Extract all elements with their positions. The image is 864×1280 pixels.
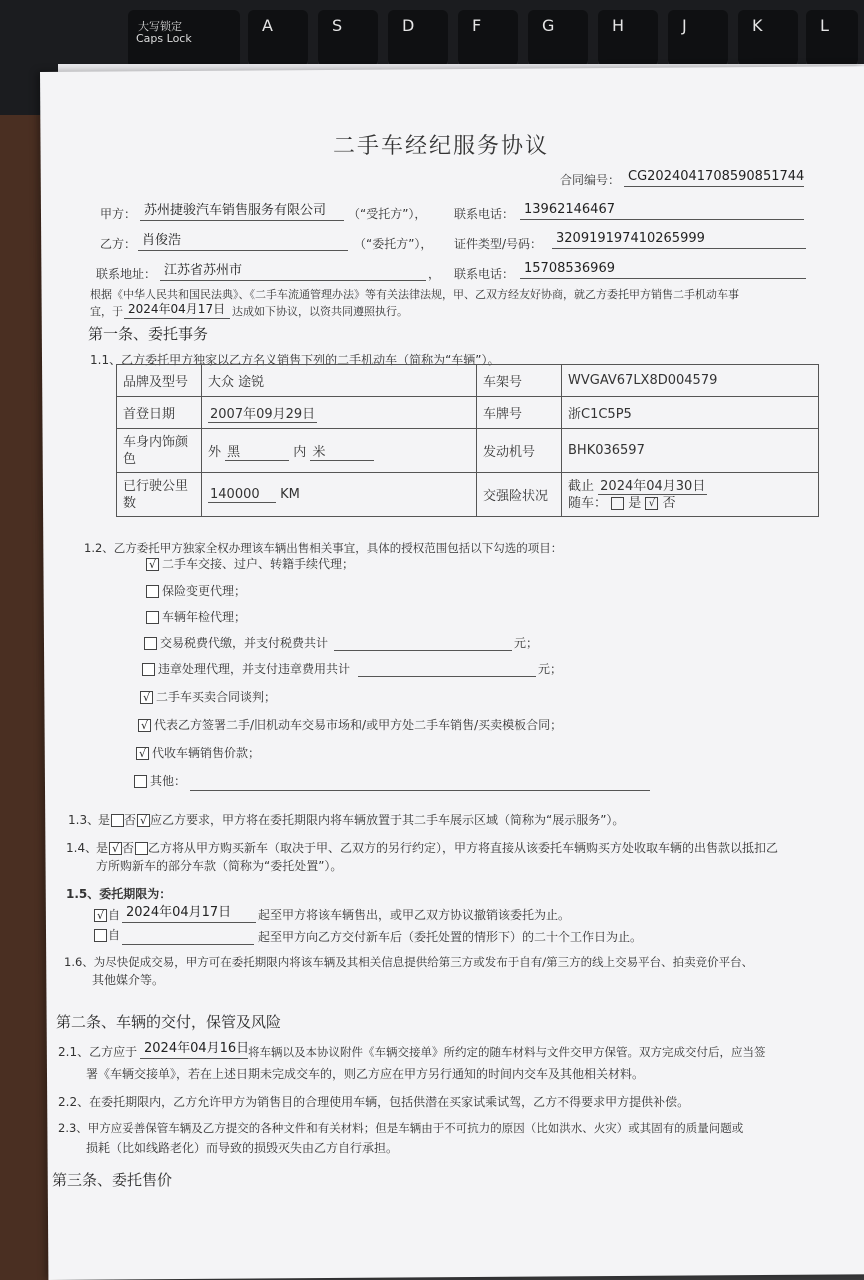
party-a-name: 苏州捷骏汽车销售服务有限公司 bbox=[140, 202, 344, 221]
party-a-phone: 13962146467 bbox=[520, 201, 804, 220]
key-g: G bbox=[528, 10, 588, 68]
option-5-blank bbox=[358, 676, 536, 677]
exterior-label: 外 bbox=[208, 444, 222, 460]
clause-1-3-no-checkbox: √ bbox=[137, 814, 150, 827]
address-label: 联系地址： bbox=[96, 267, 157, 281]
document-title: 二手车经纪服务协议 bbox=[333, 134, 550, 159]
caps-lock-label-en: Caps Lock bbox=[136, 32, 192, 45]
intro-line-1: 根据《中华人民共和国民法典》、《二手车流通管理办法》等有关法律法规，甲、乙双方经友好协商，就乙方委托甲方销售二手机动车事 bbox=[90, 288, 739, 301]
party-b-label: 乙方： bbox=[100, 237, 137, 251]
option-6-text: 二手车买卖合同谈判； bbox=[156, 690, 277, 704]
option-2-text: 保险变更代理； bbox=[162, 584, 247, 598]
key-h: H bbox=[598, 10, 658, 68]
plate-label: 车牌号 bbox=[477, 397, 562, 429]
option-8-text: 代收车辆销售价款； bbox=[152, 746, 261, 760]
key-s: S bbox=[318, 10, 378, 68]
color-label: 车身内饰颜色 bbox=[117, 429, 202, 473]
option-9-text: 其他： bbox=[150, 774, 187, 788]
article-3-title: 第三条、委托售价 bbox=[52, 1171, 173, 1189]
engine-value: BHK036597 bbox=[562, 429, 819, 473]
clause-2-1-text-2: 署《车辆交接单》，若在上述日期未完成交车的，则乙方应在甲方另行通知的时间内交车及其他相关材料。 bbox=[86, 1067, 645, 1081]
option-9-blank bbox=[190, 790, 650, 791]
clause-1-3-yes-checkbox bbox=[111, 814, 124, 827]
insurance-until-label: 截止 bbox=[568, 478, 595, 494]
party-a-label: 甲方： bbox=[100, 207, 137, 221]
party-b-address: 江苏省苏州市 bbox=[160, 262, 426, 281]
clause-2-3-line-1: 2.3、甲方应妥善保管车辆及乙方提交的各种文件和有关材料；但是车辆由于不可抗力的原因（比如洪水、火灾）或其固有的质量问题或 bbox=[58, 1121, 744, 1135]
party-b-id: 320919197410265999 bbox=[552, 230, 806, 249]
term-option-1-text: 起至甲方将该车辆售出，或甲乙双方协议撤销该委托为止。 bbox=[258, 908, 571, 922]
clause-1-4-no-label: 否 bbox=[122, 841, 135, 855]
interior-label: 内 bbox=[293, 444, 307, 460]
clause-2-2: 2.2、在委托期限内，乙方允许甲方为销售目的合理使用车辆，包括供潜在买家试乘试驾，乙方不得要求甲方提供补偿。 bbox=[58, 1095, 690, 1109]
party-a-role: （“受托方”）， bbox=[348, 207, 427, 221]
with-car-yes-label: 是 bbox=[628, 495, 642, 511]
clause-1-4-text-1: 乙方将从甲方购买新车（取决于甲、乙双方的另行约定），甲方将直接从该委托车辆购买方处收取车辆的出售款以抵扣乙 bbox=[148, 841, 779, 855]
term-option-2-checkbox bbox=[94, 929, 107, 942]
key-f: F bbox=[458, 10, 518, 68]
article-2-title: 第二条、车辆的交付，保管及风险 bbox=[56, 1013, 282, 1031]
party-b-phone: 15708536969 bbox=[520, 260, 806, 279]
term-option-1-checkbox: √ bbox=[94, 909, 107, 922]
reg-date-cell bbox=[202, 397, 477, 429]
clause-1-4-yes-checkbox: √ bbox=[109, 842, 122, 855]
mileage-label: 已行驶公里数 bbox=[117, 473, 202, 517]
color-cell bbox=[202, 429, 477, 473]
id-label: 证件类型/号码： bbox=[454, 237, 543, 251]
clause-1-3-yes-label: 是 bbox=[98, 813, 111, 827]
option-5-checkbox bbox=[142, 663, 155, 676]
clause-1-4-yes-label: 是 bbox=[96, 841, 109, 855]
clause-1-1: 1.1、乙方委托甲方独家以乙方名义销售下列的二手机动车（简称为“车辆”）。 bbox=[90, 353, 500, 367]
option-9-checkbox bbox=[134, 775, 147, 788]
clause-2-1-start: 2.1、乙方应于 bbox=[58, 1045, 138, 1059]
clause-1-3-text: 应乙方要求，甲方将在委托期限内将车辆放置于其二手车展示区域（简称为“展示服务”）。 bbox=[150, 813, 625, 827]
contract-no-label: 合同编号： bbox=[560, 173, 621, 187]
reg-date-value: 2007年09月29日 bbox=[210, 407, 316, 422]
term-option-1-from: 自 bbox=[108, 908, 121, 922]
intro-date: 2024年04月17日 bbox=[124, 300, 230, 319]
with-car-yes-checkbox bbox=[611, 497, 624, 510]
option-5-text: 违章处理代理，并支付违章费用共计 bbox=[158, 662, 351, 676]
insurance-cell bbox=[562, 473, 819, 517]
clause-1-4-number: 1.4、 bbox=[66, 841, 98, 855]
term-option-2-text: 起至甲方向乙方交付新车后（委托处置的情形下）的二十个工作日为止。 bbox=[258, 930, 643, 944]
key-a: A bbox=[248, 10, 308, 68]
option-5-suffix: 元； bbox=[538, 662, 563, 676]
article-1-title: 第一条、委托事务 bbox=[88, 325, 209, 343]
party-b-role: （“委托方”）， bbox=[354, 237, 433, 251]
term-option-2-from: 自 bbox=[108, 928, 121, 942]
clause-1-5-title: 1.5、委托期限为： bbox=[66, 887, 172, 901]
clause-1-3-no-label: 否 bbox=[124, 813, 137, 827]
plate-value: 浙C1C5P5 bbox=[562, 397, 819, 429]
vin-value: WVGAV67LX8D004579 bbox=[562, 365, 819, 397]
intro-line-2a: 宜，于 bbox=[90, 305, 123, 318]
brand-value: 大众 途锐 bbox=[202, 365, 477, 397]
clause-1-6-line-2: 其他媒介等。 bbox=[92, 973, 165, 987]
exterior-color: 黑 bbox=[225, 441, 289, 461]
mileage-unit: KM bbox=[280, 486, 300, 502]
clause-1-4-no-checkbox bbox=[135, 842, 148, 855]
option-2-checkbox bbox=[146, 585, 159, 598]
option-4-checkbox bbox=[144, 637, 157, 650]
intro-line-2b: 达成如下协议，以资共同遵照执行。 bbox=[232, 305, 408, 318]
insurance-label: 交强险状况 bbox=[477, 473, 562, 517]
caps-lock-label-cn: 大写锁定 bbox=[138, 20, 182, 33]
vehicle-table bbox=[116, 364, 819, 517]
with-car-no-label: 否 bbox=[662, 495, 676, 511]
clause-2-1-text-1: 将车辆以及本协议附件《车辆交接单》所约定的随车材料与文件交甲方保管。双方完成交付后，应当签 bbox=[248, 1045, 766, 1059]
option-7-text: 代表乙方签署二手/旧机动车交易市场和/或甲方处二手车销售/买卖模板合同； bbox=[154, 718, 563, 732]
engine-label: 发动机号 bbox=[477, 429, 562, 473]
party-b-name: 肖俊浩 bbox=[138, 232, 348, 251]
clause-2-1-date: 2024年04月16日 bbox=[140, 1040, 248, 1059]
option-1-text: 二手车交接、过户、转籍手续代理； bbox=[162, 557, 355, 571]
clause-2-3-line-2: 损耗（比如线路老化）而导致的损毁灭失由乙方自行承担。 bbox=[86, 1141, 399, 1155]
vin-label: 车架号 bbox=[477, 365, 562, 397]
insurance-until-date: 2024年04月30日 bbox=[600, 478, 706, 494]
mileage-cell bbox=[202, 473, 477, 517]
brand-label: 品牌及型号 bbox=[117, 365, 202, 397]
option-3-checkbox bbox=[146, 611, 159, 624]
option-4-suffix: 元； bbox=[514, 636, 539, 650]
key-k: K bbox=[738, 10, 798, 68]
option-8-checkbox: √ bbox=[136, 747, 149, 760]
option-6-checkbox: √ bbox=[140, 691, 153, 704]
option-3-text: 车辆年检代理； bbox=[162, 610, 247, 624]
option-4-text: 交易税费代缴，并支付税费共计 bbox=[160, 636, 329, 650]
option-7-checkbox: √ bbox=[138, 719, 151, 732]
option-4-blank bbox=[334, 650, 512, 651]
interior-color: 米 bbox=[310, 441, 374, 461]
contract-no: CG2024041708590851744 bbox=[624, 168, 804, 187]
address-comma: ， bbox=[428, 267, 441, 281]
term-option-1-date: 2024年04月17日 bbox=[122, 904, 256, 923]
mileage-value: 140000 bbox=[208, 487, 276, 503]
key-d: D bbox=[388, 10, 448, 68]
with-car-label: 随车： bbox=[568, 495, 608, 511]
clause-1-6-line-1: 1.6、为尽快促成交易，甲方可在委托期限内将该车辆及其相关信息提供给第三方或发布于自有/第三方的线上交易平台、拍卖竞价平台、 bbox=[64, 955, 754, 969]
key-l: L bbox=[806, 10, 858, 68]
clause-1-4-text-2: 方所购新车的部分车款（简称为“委托处置”）。 bbox=[96, 859, 343, 873]
option-1-checkbox: √ bbox=[146, 558, 159, 571]
party-b-phone-label: 联系电话： bbox=[454, 267, 515, 281]
clause-1-2: 1.2、乙方委托甲方独家全权办理该车辆出售相关事宜，具体的授权范围包括以下勾选的项目： bbox=[84, 541, 563, 555]
party-a-phone-label: 联系电话： bbox=[454, 207, 515, 221]
clause-1-3-number: 1.3、 bbox=[68, 813, 100, 827]
with-car-no-checkbox: √ bbox=[645, 497, 658, 510]
reg-date-label: 首登日期 bbox=[117, 397, 202, 429]
key-j: J bbox=[668, 10, 728, 68]
term-option-2-blank bbox=[122, 944, 254, 945]
